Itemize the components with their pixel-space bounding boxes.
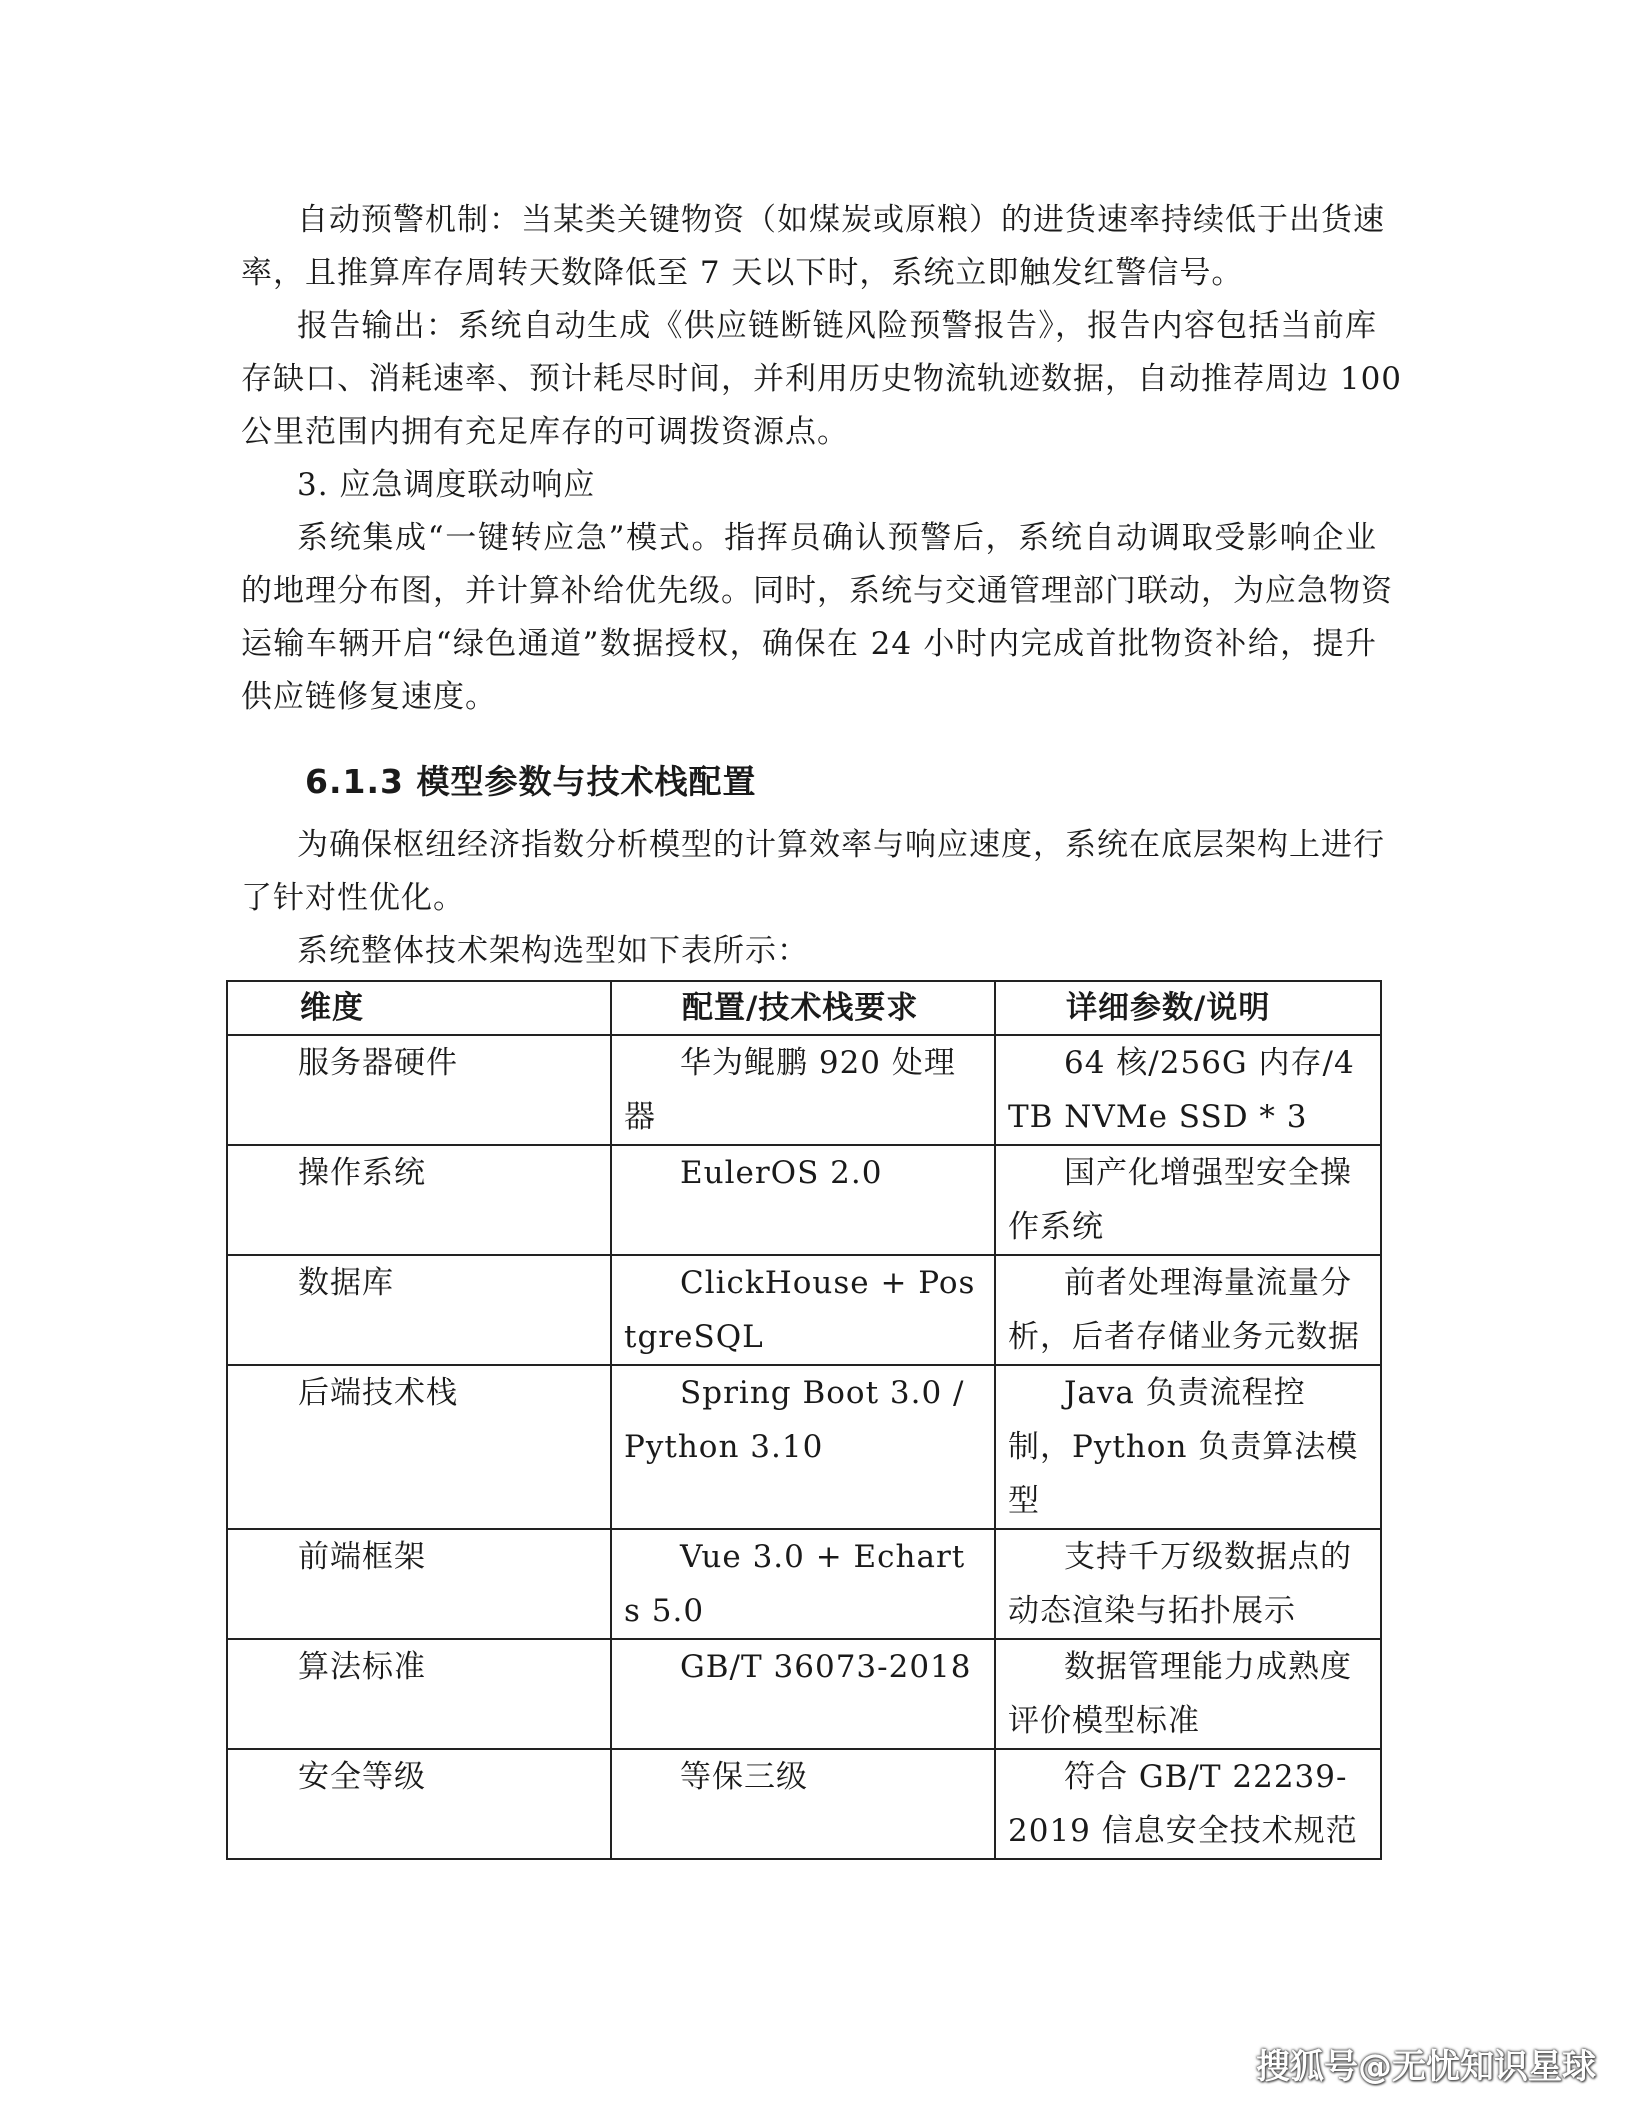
report-paragraph-line-2: 存缺口、消耗速率、预计耗尽时间，并利用历史物流轨迹数据，自动推荐周边 100 — [241, 361, 1403, 397]
table-header-row — [227, 981, 1381, 1035]
section-intro-line-2: 了针对性优化。 — [241, 880, 465, 916]
section-heading: 6.1.3 模型参数与技术栈配置 — [305, 762, 757, 801]
emergency-paragraph-line-3: 运输车辆开启“绿色通道”数据授权，确保在 24 小时内完成首批物资补给，提升 — [241, 626, 1377, 662]
table-cell-detail: 数据管理能力成熟度评价模型标准 — [995, 1639, 1381, 1749]
table-row — [227, 1035, 1381, 1145]
table-cell-detail: 前者处理海量流量分析，后者存储业务元数据 — [995, 1255, 1381, 1365]
table-cell-config: Vue 3.0 + Echarts 5.0 — [611, 1529, 995, 1639]
table-header-cell: 维度 — [227, 981, 611, 1035]
table-cell-config: 华为鲲鹏 920 处理器 — [611, 1035, 995, 1145]
warning-paragraph-line-1: 自动预警机制：当某类关键物资（如煤炭或原粮）的进货速率持续低于出货速 — [297, 202, 1385, 238]
table-row — [227, 1639, 1381, 1749]
emergency-paragraph-line-1: 系统集成“一键转应急”模式。指挥员确认预警后，系统自动调取受影响企业 — [297, 520, 1377, 556]
table-cell-detail: Java 负责流程控制，Python 负责算法模型 — [995, 1365, 1381, 1529]
table-header-cell: 配置/技术栈要求 — [611, 981, 995, 1035]
table-cell-dimension: 前端框架 — [227, 1529, 611, 1639]
table-cell-dimension: 后端技术栈 — [227, 1365, 611, 1529]
table-cell-detail: 符合 GB/T 22239-2019 信息安全技术规范 — [995, 1749, 1381, 1859]
table-cell-dimension: 操作系统 — [227, 1145, 611, 1255]
table-cell-config: 等保三级 — [611, 1749, 995, 1859]
report-paragraph-line-3: 公里范围内拥有充足库存的可调拨资源点。 — [241, 414, 849, 450]
table-cell-detail: 64 核/256G 内存/4TB NVMe SSD * 3 — [995, 1035, 1381, 1145]
table-row — [227, 1145, 1381, 1255]
table-cell-detail: 国产化增强型安全操作系统 — [995, 1145, 1381, 1255]
table-cell-dimension: 算法标准 — [227, 1639, 611, 1749]
warning-paragraph-line-2: 率，且推算库存周转天数降低至 7 天以下时，系统立即触发红警信号。 — [241, 255, 1244, 291]
table-cell-dimension: 数据库 — [227, 1255, 611, 1365]
report-paragraph-line-1: 报告输出：系统自动生成《供应链断链风险预警报告》，报告内容包括当前库 — [297, 308, 1377, 344]
table-cell-config: EulerOS 2.0 — [611, 1145, 995, 1255]
table-row — [227, 1749, 1381, 1859]
table-cell-config: ClickHouse + PostgreSQL — [611, 1255, 995, 1365]
table-cell-dimension: 服务器硬件 — [227, 1035, 611, 1145]
table-cell-config: Spring Boot 3.0 / Python 3.10 — [611, 1365, 995, 1529]
table-cell-config: GB/T 36073-2018 — [611, 1639, 995, 1749]
section-intro-line-1: 为确保枢纽经济指数分析模型的计算效率与响应速度，系统在底层架构上进行 — [297, 827, 1385, 863]
table-row — [227, 1255, 1381, 1365]
table-cell-dimension: 安全等级 — [227, 1749, 611, 1859]
table-header-cell: 详细参数/说明 — [995, 981, 1381, 1035]
table-cell-detail: 支持千万级数据点的动态渲染与拓扑展示 — [995, 1529, 1381, 1639]
emergency-paragraph-line-4: 供应链修复速度。 — [241, 679, 497, 715]
tech-stack-table — [226, 980, 1382, 1860]
watermark: 搜狐号@无忧知识星球 — [1256, 2047, 1596, 2087]
table-row — [227, 1365, 1381, 1529]
emergency-paragraph-line-2: 的地理分布图，并计算补给优先级。同时，系统与交通管理部门联动，为应急物资 — [241, 573, 1393, 609]
table-row — [227, 1529, 1381, 1639]
table-intro: 系统整体技术架构选型如下表所示： — [297, 933, 809, 969]
item-3-title: 3. 应急调度联动响应 — [297, 467, 596, 503]
